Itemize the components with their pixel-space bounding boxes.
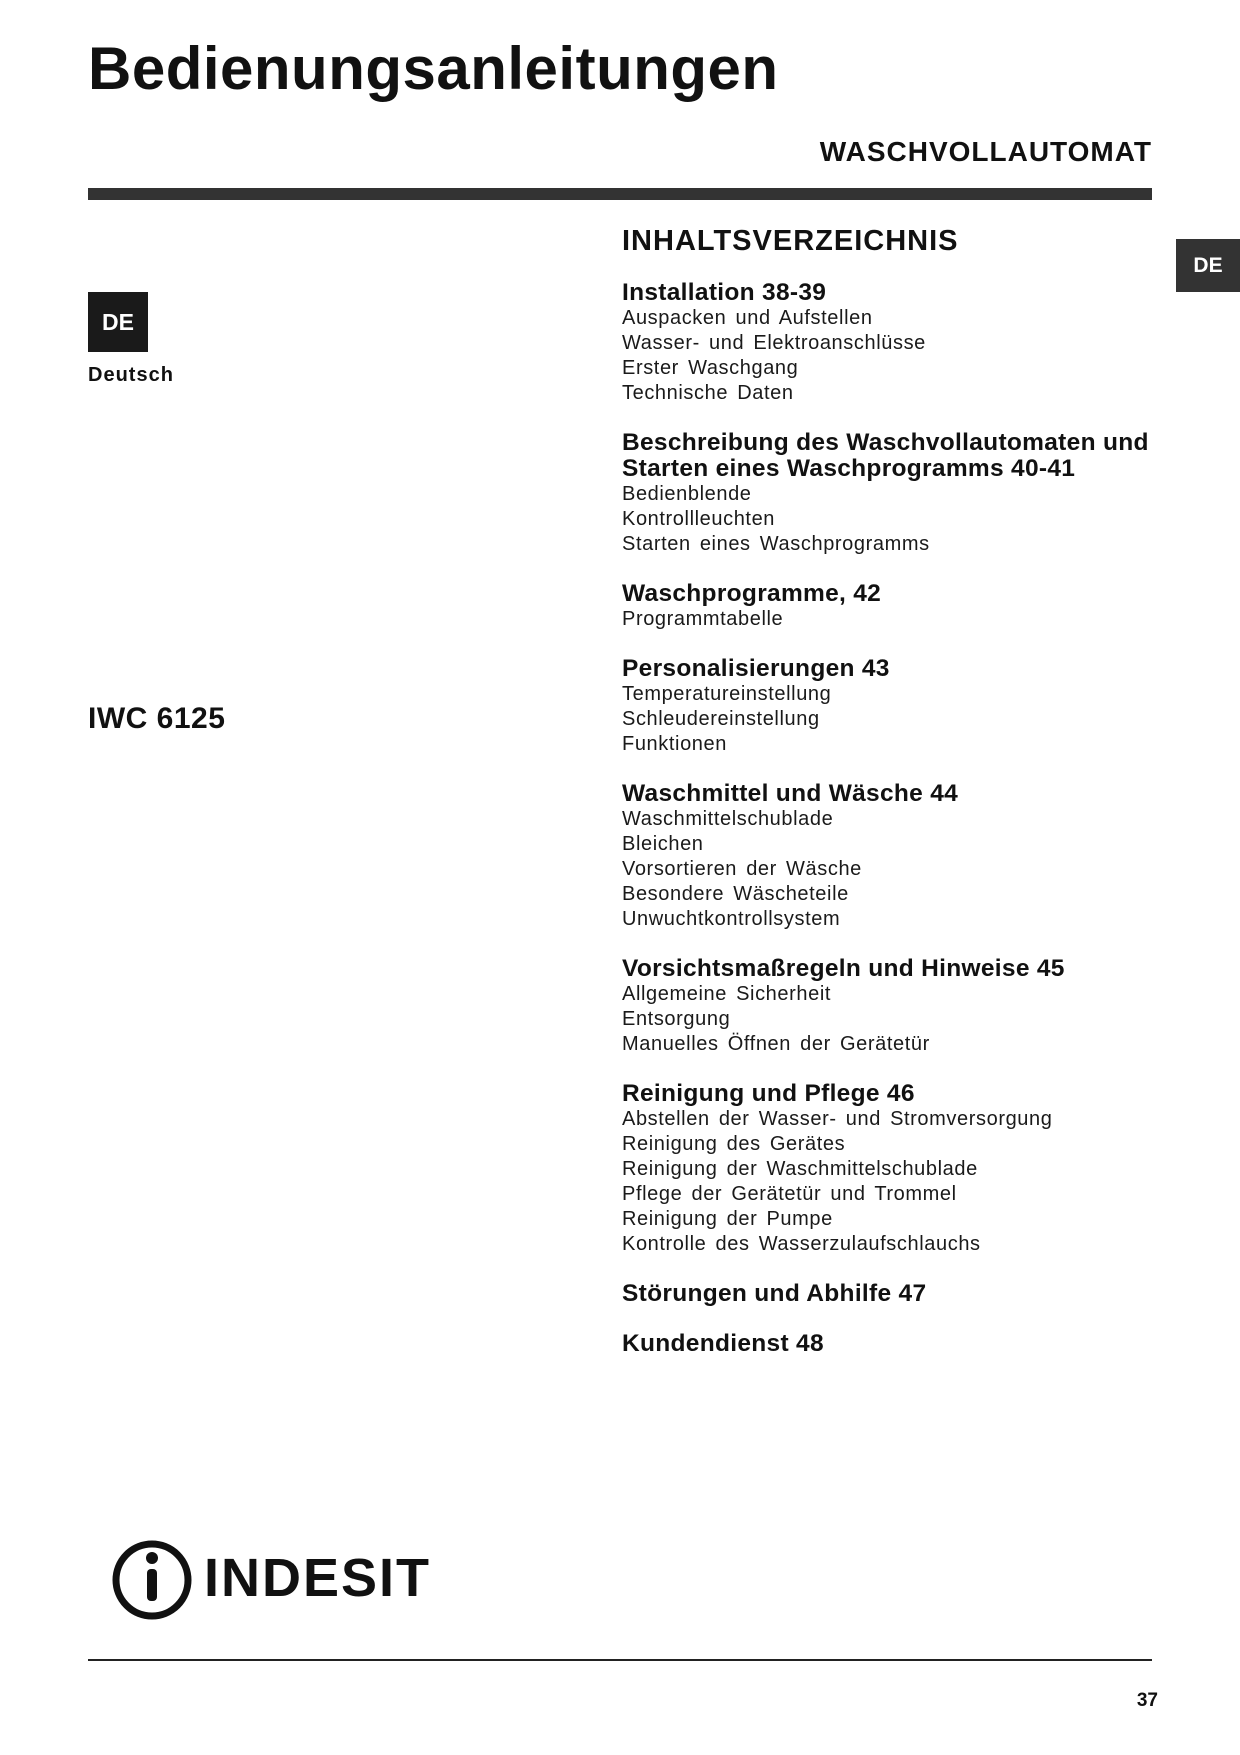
toc-section	[622, 656, 1162, 757]
toc-section-title: Reinigung und Pflege 46	[622, 1079, 915, 1107]
toc-section	[622, 280, 1162, 406]
toc-section-title: Personalisierungen 43	[622, 654, 890, 682]
toc-section	[622, 1081, 1162, 1257]
page-subtitle: WASCHVOLLAUTOMAT	[819, 136, 1152, 167]
indesit-logo-icon	[110, 1536, 194, 1620]
toc-item: Temperatureinstellung	[622, 682, 832, 705]
toc-section	[622, 1281, 1162, 1307]
toc-section-title: Waschprogramme, 42	[622, 579, 882, 607]
toc-item: Kontrollleuchten	[622, 507, 776, 530]
language-code-badge: DE	[88, 292, 148, 352]
toc-item: Entsorgung	[622, 1007, 731, 1030]
page-title: Bedienungsanleitungen	[88, 35, 779, 102]
toc-item-list	[622, 306, 1162, 406]
toc-item: Besondere Wäscheteile	[622, 882, 849, 905]
toc-item: Unwuchtkontrollsystem	[622, 907, 841, 930]
toc-item: Reinigung der Waschmittelschublade	[622, 1157, 978, 1180]
toc-item: Schleudereinstellung	[622, 707, 820, 730]
toc-item-list	[622, 982, 1162, 1057]
toc-section	[622, 581, 1162, 632]
toc-item: Programmtabelle	[622, 607, 784, 630]
toc-item: Reinigung der Pumpe	[622, 1207, 833, 1230]
logo-wordmark: INDESIT	[204, 1548, 432, 1608]
toc-item: Starten eines Waschprogramms	[622, 532, 930, 555]
toc-item: Technische Daten	[622, 381, 794, 404]
language-side-tab: DE	[1176, 239, 1240, 292]
toc-item-list	[622, 607, 1162, 632]
page-number: 37	[1136, 1690, 1158, 1711]
toc-item: Funktionen	[622, 732, 727, 755]
header-rule	[88, 188, 1152, 200]
toc-item: Bedienblende	[622, 482, 752, 505]
toc-item-list	[622, 1107, 1162, 1257]
toc-item: Waschmittelschublade	[622, 807, 834, 830]
toc-item: Erster Waschgang	[622, 356, 799, 379]
toc-section	[622, 430, 1162, 557]
toc-item: Abstellen der Wasser- und Stromversorgung	[622, 1107, 1053, 1130]
toc-item: Wasser- und Elektroanschlüsse	[622, 331, 926, 354]
toc-item: Kontrolle des Wasserzulaufschlauchs	[622, 1232, 981, 1255]
toc-item: Auspacken und Aufstellen	[622, 306, 873, 329]
toc-item: Pflege der Gerätetür und Trommel	[622, 1182, 957, 1205]
toc-section	[622, 781, 1162, 932]
toc-section-title: Vorsichtsmaßregeln und Hinweise 45	[622, 954, 1065, 982]
brand-logo	[110, 1536, 431, 1620]
language-label: Deutsch	[88, 364, 174, 386]
toc-item-list	[622, 482, 1162, 557]
toc-item-list	[622, 682, 1162, 757]
toc-item: Vorsortieren der Wäsche	[622, 857, 862, 880]
footer-rule	[88, 1659, 1152, 1661]
toc-heading: INHALTSVERZEICHNIS	[622, 225, 959, 257]
toc-item: Bleichen	[622, 832, 704, 855]
toc-section-title: Störungen und Abhilfe 47	[622, 1279, 927, 1307]
toc-section	[622, 1331, 1162, 1357]
toc-section-title: Beschreibung des Waschvollautomaten und Starten eines Waschprogramms 40-41	[622, 428, 1149, 482]
toc-item: Manuelles Öffnen der Gerätetür	[622, 1032, 930, 1055]
toc-section-title: Installation 38-39	[622, 278, 827, 306]
toc-sections	[622, 280, 1162, 1357]
toc-item: Allgemeine Sicherheit	[622, 982, 832, 1005]
toc-section-title: Waschmittel und Wäsche 44	[622, 779, 959, 807]
table-of-contents	[622, 226, 1162, 1381]
toc-section-title: Kundendienst 48	[622, 1329, 824, 1357]
toc-item-list	[622, 807, 1162, 932]
toc-section	[622, 956, 1162, 1057]
toc-item: Reinigung des Gerätes	[622, 1132, 846, 1155]
model-number: IWC 6125	[88, 702, 226, 735]
